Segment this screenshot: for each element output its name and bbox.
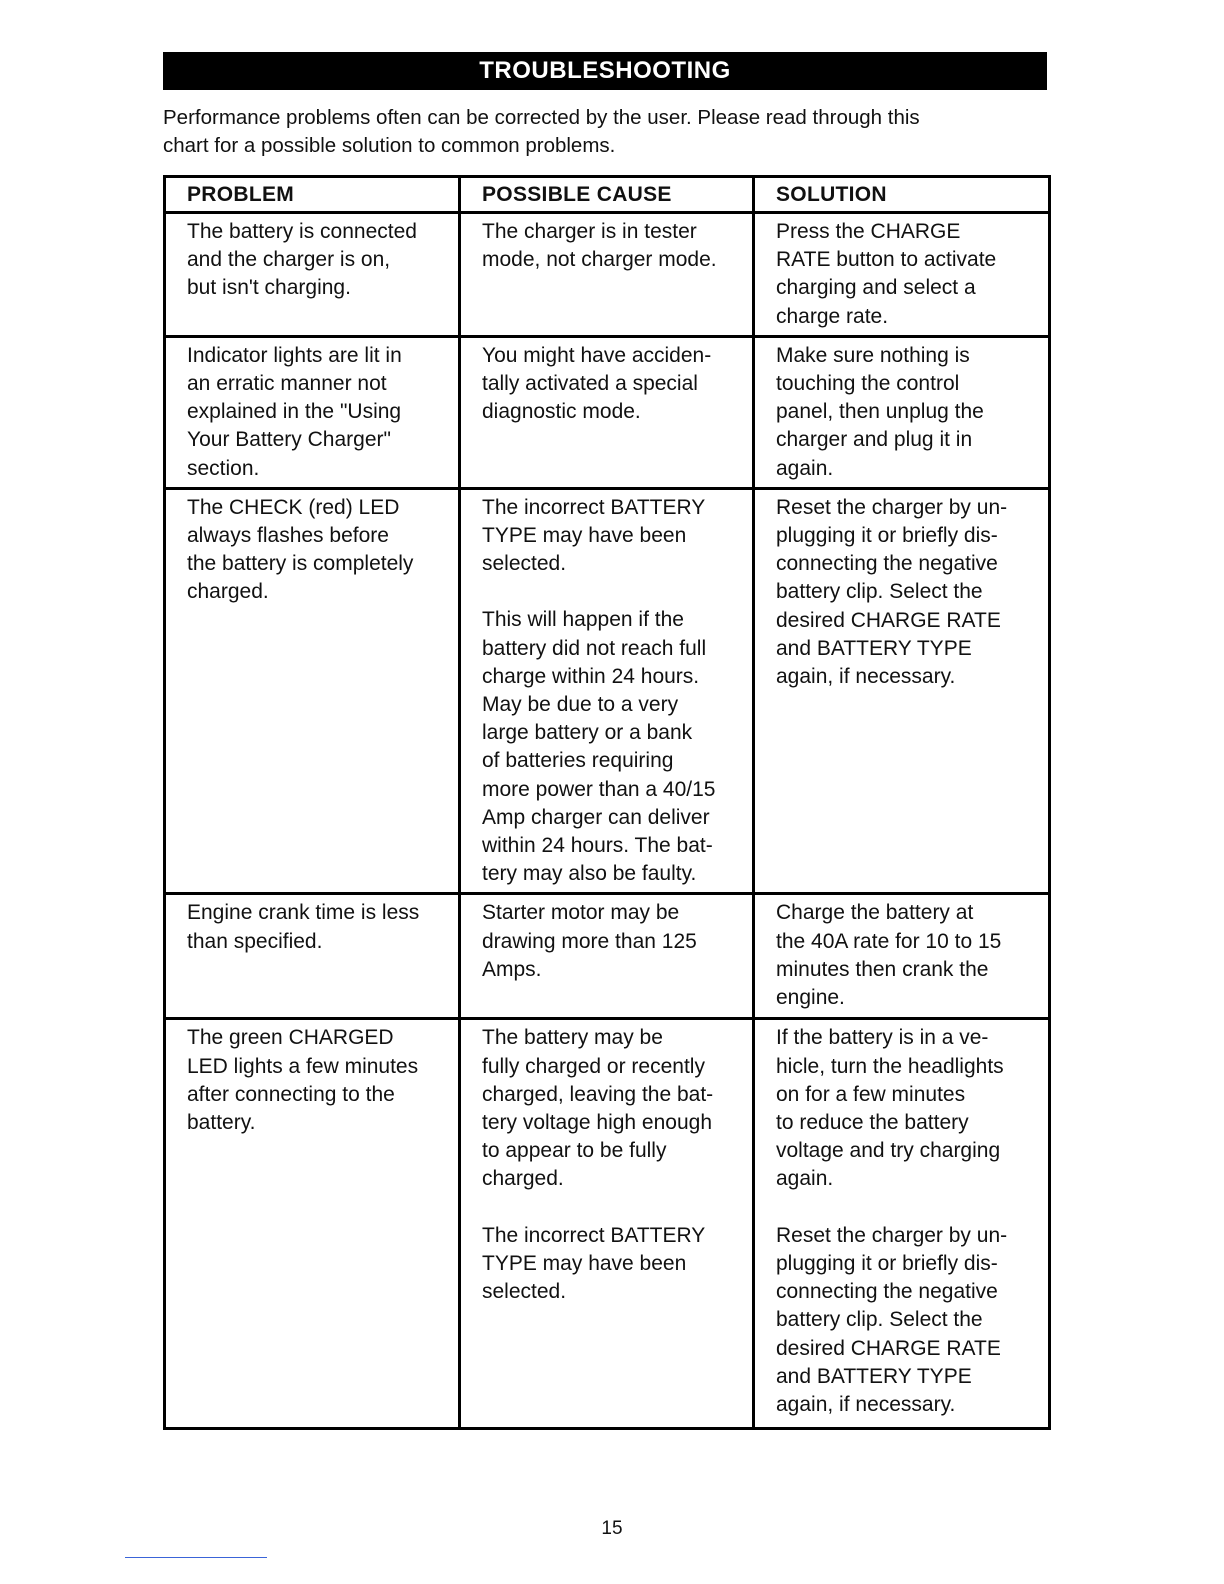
solution-text-additional: Reset the charger by un- plugging it or briefly dis- connecting the negative battery clip. Select the desired CHARGE RATE and BATTERY TYPE again, if necessary. — [776, 1223, 1008, 1416]
intro-paragraph: Performance problems often can be corrected by the user. Please read through this chart for a possible solution to common problems. — [163, 106, 920, 157]
problem-text: Engine crank time is less than specified. — [187, 901, 420, 953]
cause-text-additional: This will happen if the battery did not reach full charge within 24 hours. May be due to a very large battery or a bank of batteries requiring more power than a 40/15 Amp charger can deliver within 24 hours. The bat- tery may also be faulty. — [482, 608, 716, 886]
table-row — [165, 894, 1050, 1019]
cause-cell — [460, 336, 754, 488]
table-row — [165, 1019, 1050, 1429]
cause-cell — [460, 488, 754, 894]
solution-text: Make sure nothing is touching the control panel, then unplug the charger and plug it in again. — [776, 343, 984, 480]
table-row — [165, 336, 1050, 488]
table-row — [165, 488, 1050, 894]
table-row — [165, 213, 1050, 337]
section-title: TROUBLESHOOTING — [479, 57, 731, 84]
problem-text: The CHECK (red) LED always flashes before the battery is completely charged. — [187, 495, 414, 604]
cause-cell — [460, 213, 754, 337]
solution-cell — [754, 213, 1050, 337]
table-header-row — [165, 177, 1050, 213]
solution-cell — [754, 1019, 1050, 1429]
cause-text: The charger is in tester mode, not charger mode. — [482, 220, 717, 272]
problem-cell — [165, 336, 460, 488]
solution-text: If the battery is in a ve- hicle, turn the headlights on for a few minutes to reduce the battery voltage and try charging again. — [776, 1026, 1004, 1191]
footer-rule — [125, 1557, 267, 1558]
cause-cell — [460, 894, 754, 1019]
paragraph-gap — [482, 1194, 744, 1222]
solution-cell — [754, 336, 1050, 488]
problem-text: Indicator lights are lit in an erratic manner not explained in the "Using Your Battery Charger" section. — [187, 343, 402, 480]
cause-text: The battery may be fully charged or recently charged, leaving the bat- tery voltage high enough to appear to be fully charged. — [482, 1026, 714, 1191]
cause-text: The incorrect BATTERY TYPE may have been selected. — [482, 495, 706, 576]
problem-text: The green CHARGED LED lights a few minutes after connecting to the battery. — [187, 1026, 419, 1135]
page-number: 15 — [601, 1518, 623, 1539]
column-header-cause: POSSIBLE CAUSE — [460, 177, 754, 213]
solution-text: Reset the charger by un- plugging it or briefly dis- connecting the negative battery clip. Select the desired CHARGE RATE and BATTERY TYPE again, if necessary. — [776, 495, 1008, 689]
cause-cell — [460, 1019, 754, 1429]
cause-text-additional: The incorrect BATTERY TYPE may have been selected. — [482, 1223, 706, 1304]
column-header-solution: SOLUTION — [754, 177, 1050, 213]
cause-text: Starter motor may be drawing more than 125 Amps. — [482, 901, 697, 981]
problem-text: The battery is connected and the charger is on, but isn't charging. — [187, 220, 417, 300]
solution-text: Charge the battery at the 40A rate for 10 to 15 minutes then crank the engine. — [776, 901, 1002, 1010]
problem-cell — [165, 894, 460, 1019]
troubleshooting-table — [163, 175, 1051, 1430]
paragraph-gap — [776, 1194, 1040, 1222]
paragraph-gap — [482, 578, 744, 606]
problem-cell — [165, 1019, 460, 1429]
cause-text: You might have acciden- tally activated a special diagnostic mode. — [482, 343, 712, 424]
solution-cell — [754, 894, 1050, 1019]
problem-cell — [165, 488, 460, 894]
solution-cell — [754, 488, 1050, 894]
column-header-problem: PROBLEM — [165, 177, 460, 213]
problem-cell — [165, 213, 460, 337]
section-title-banner — [163, 52, 1047, 90]
solution-text: Press the CHARGE RATE button to activate charging and select a charge rate. — [776, 220, 997, 328]
